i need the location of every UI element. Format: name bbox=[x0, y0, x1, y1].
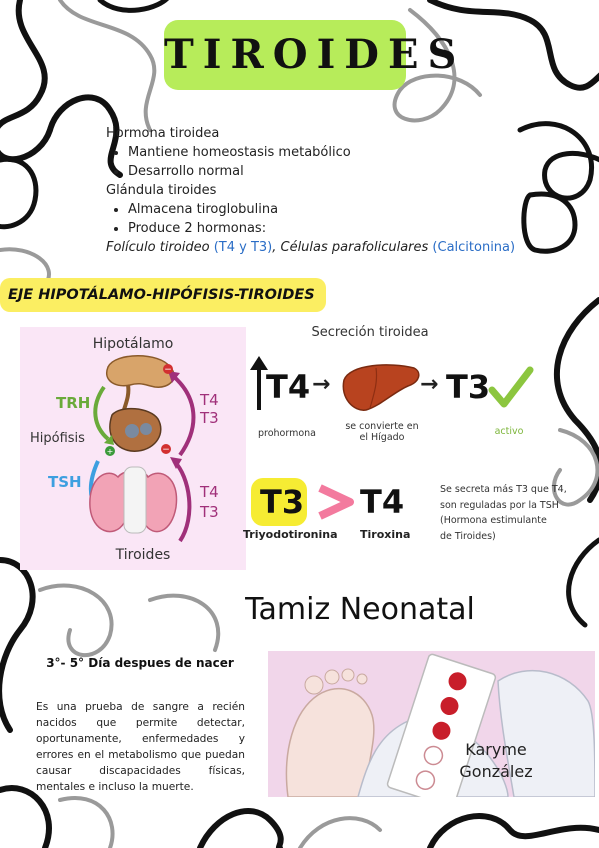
doodle-bottom-center-gray bbox=[300, 818, 380, 848]
prohormona-label: prohormona bbox=[257, 428, 317, 439]
hipofisis-label: Hipófisis bbox=[30, 431, 85, 446]
t4-label: T4 bbox=[266, 368, 311, 406]
list-item: • Desarrollo normal bbox=[128, 162, 546, 181]
hormone-sources bbox=[106, 238, 546, 257]
trh-arrow bbox=[95, 387, 108, 439]
svg-text:−: − bbox=[164, 365, 172, 375]
tamiz-timing: 3°- 5° Día despues de nacer bbox=[46, 656, 234, 670]
trh-label: TRH bbox=[56, 394, 91, 412]
doodle-left-lower bbox=[0, 560, 33, 730]
parafoliculares-hormones: (Calcitonina) bbox=[432, 240, 516, 255]
doodle-right-lower bbox=[569, 540, 599, 625]
tsh-label: TSH bbox=[48, 473, 82, 491]
page-title: TIROIDES bbox=[164, 31, 466, 78]
note-line: Se secreta más T3 que T4, bbox=[440, 484, 567, 495]
baby-foot-drawing bbox=[286, 689, 373, 797]
tamiz-title: Tamiz Neonatal bbox=[245, 592, 475, 627]
doodle-left-mid bbox=[0, 159, 36, 227]
doodle-top-center bbox=[100, 0, 170, 10]
hormona-heading: Hormona tiroidea bbox=[106, 126, 220, 141]
convierte-line2: el Hígado bbox=[359, 432, 405, 443]
author-name bbox=[436, 739, 556, 783]
note-line: son reguladas por la TSH bbox=[440, 499, 559, 511]
intro-section bbox=[106, 124, 546, 257]
foliculo-hormones: (T4 y T3) bbox=[213, 240, 273, 255]
greater-than-icon bbox=[316, 484, 356, 520]
t3-feedback-top: T3 bbox=[200, 409, 219, 427]
doodle-bottom-left bbox=[0, 788, 49, 848]
list-item: • Almacena tiroglobulina bbox=[128, 200, 546, 219]
arrow-right-icon-2: → bbox=[420, 372, 439, 397]
axis-diagram bbox=[20, 327, 246, 570]
tiroides-label: Tiroides bbox=[115, 547, 171, 563]
check-icon bbox=[488, 366, 534, 410]
convierte-line1: se convierte en bbox=[345, 421, 419, 432]
doodle-right-mid bbox=[557, 300, 599, 500]
eje-title: EJE HIPOTÁLAMO-HIPÓFISIS-TIROIDES bbox=[8, 287, 315, 303]
t3-label: T3 bbox=[446, 368, 491, 406]
svg-text:−: − bbox=[162, 445, 170, 455]
doodle-bottom-right bbox=[430, 816, 599, 848]
list-item: • Mantiene homeostasis metabólico bbox=[128, 143, 546, 162]
doodle-bottom-left-gray bbox=[60, 798, 113, 848]
secretion-note bbox=[440, 482, 590, 544]
arrow-right-icon: → bbox=[312, 372, 331, 397]
glandula-list bbox=[106, 200, 546, 238]
glandula-heading: Glándula tiroides bbox=[106, 183, 217, 198]
tiroxina-label: Tiroxina bbox=[360, 528, 411, 541]
liver-icon bbox=[340, 362, 422, 414]
note-line: (Hormona estimulante bbox=[440, 515, 547, 526]
foliculo-label: Folículo tiroideo bbox=[106, 240, 210, 255]
doodle-bottom-center bbox=[200, 811, 281, 848]
feedback-arrow-top bbox=[172, 375, 193, 455]
doodle-left-lower-gray bbox=[40, 586, 112, 656]
svg-text:+: + bbox=[106, 447, 114, 456]
list-item: • Produce 2 hormonas: bbox=[128, 219, 546, 238]
parafoliculares-label: , Células parafoliculares bbox=[272, 240, 429, 255]
compare-t4: T4 bbox=[360, 483, 405, 521]
author-last: González bbox=[459, 762, 533, 781]
t4-feedback-top: T4 bbox=[200, 391, 219, 409]
author-first: Karyme bbox=[465, 740, 527, 759]
t3-feedback-bottom: T3 bbox=[200, 503, 219, 521]
secretion-title: Secreción tiroidea bbox=[311, 325, 429, 340]
t4-feedback-bottom: T4 bbox=[200, 483, 219, 501]
note-line: de Tiroides) bbox=[440, 530, 496, 542]
triyodotironina-label: Triyodotironina bbox=[243, 528, 338, 541]
compare-t3: T3 bbox=[260, 483, 305, 521]
hipotalamo-label: Hipotálamo bbox=[92, 336, 174, 352]
hormona-list bbox=[106, 143, 546, 181]
activo-label: activo bbox=[494, 426, 524, 437]
convierte-label bbox=[334, 421, 430, 443]
tamiz-description: Es una prueba de sangre a recién nacidos que permite detectar, oportunamente, enfermedades y errores en el metabolismo que puedan causar discapacidades físicas, mentales e incluso la muerte. bbox=[36, 701, 245, 793]
